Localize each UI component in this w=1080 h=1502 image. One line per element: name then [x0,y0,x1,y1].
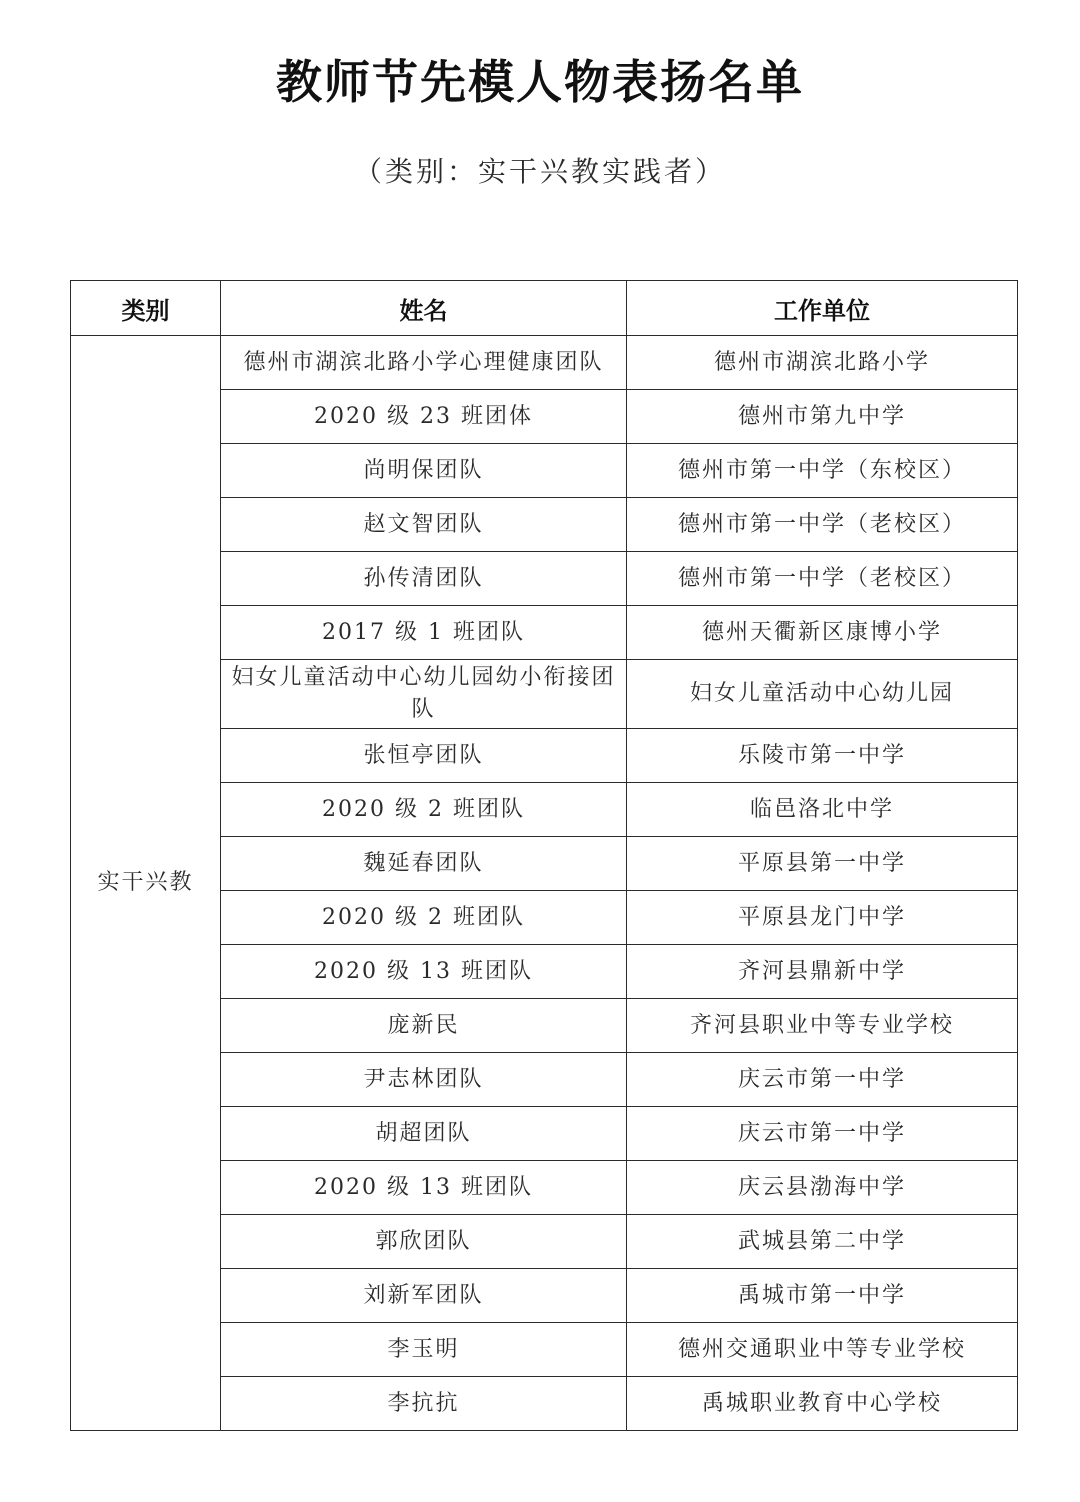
name-cell: 胡超团队 [221,1107,627,1161]
unit-cell: 平原县龙门中学 [627,891,1018,945]
document-title: 教师节先模人物表扬名单 [276,55,804,109]
name-cell: 尹志林团队 [221,1053,627,1107]
name-cell: 2020 级 23 班团体 [221,390,627,444]
name-cell: 2020 级 13 班团队 [221,945,627,999]
table-header-row [71,281,1018,336]
unit-cell: 庆云市第一中学 [627,1053,1018,1107]
name-cell: 2020 级 13 班团队 [221,1161,627,1215]
document-subtitle: （类别：实干兴教实践者） [353,155,726,188]
unit-cell: 齐河县职业中等专业学校 [627,999,1018,1053]
name-cell: 妇女儿童活动中心幼儿园幼小衔接团队 [221,660,627,729]
unit-cell: 乐陵市第一中学 [627,729,1018,783]
unit-cell: 德州天衢新区康博小学 [627,606,1018,660]
name-cell: 孙传清团队 [221,552,627,606]
name-cell: 2020 级 2 班团队 [221,891,627,945]
name-cell: 尚明保团队 [221,444,627,498]
name-cell: 2020 级 2 班团队 [221,783,627,837]
unit-cell: 德州市第一中学（老校区） [627,552,1018,606]
header-unit: 工作单位 [627,281,1018,336]
name-cell: 德州市湖滨北路小学心理健康团队 [221,336,627,390]
name-cell: 郭欣团队 [221,1215,627,1269]
name-cell: 李抗抗 [221,1377,627,1431]
unit-cell: 齐河县鼎新中学 [627,945,1018,999]
name-cell: 刘新军团队 [221,1269,627,1323]
unit-cell: 平原县第一中学 [627,837,1018,891]
category-cell: 实干兴教 [71,336,221,1431]
unit-cell: 禹城市第一中学 [627,1269,1018,1323]
unit-cell: 庆云县渤海中学 [627,1161,1018,1215]
name-cell: 魏延春团队 [221,837,627,891]
unit-cell: 庆云市第一中学 [627,1107,1018,1161]
name-cell: 2017 级 1 班团队 [221,606,627,660]
unit-cell: 临邑洛北中学 [627,783,1018,837]
unit-cell: 德州市湖滨北路小学 [627,336,1018,390]
unit-cell: 德州市第一中学（老校区） [627,498,1018,552]
name-cell: 李玉明 [221,1323,627,1377]
unit-cell: 德州市第九中学 [627,390,1018,444]
unit-cell: 妇女儿童活动中心幼儿园 [627,660,1018,729]
unit-cell: 德州交通职业中等专业学校 [627,1323,1018,1377]
name-cell: 庞新民 [221,999,627,1053]
honor-list-table [70,280,1018,1431]
name-cell: 张恒亭团队 [221,729,627,783]
table-row [71,336,1018,390]
unit-cell: 德州市第一中学（东校区） [627,444,1018,498]
header-name: 姓名 [221,281,627,336]
unit-cell: 禹城职业教育中心学校 [627,1377,1018,1431]
unit-cell: 武城县第二中学 [627,1215,1018,1269]
name-cell: 赵文智团队 [221,498,627,552]
header-category: 类别 [71,281,221,336]
